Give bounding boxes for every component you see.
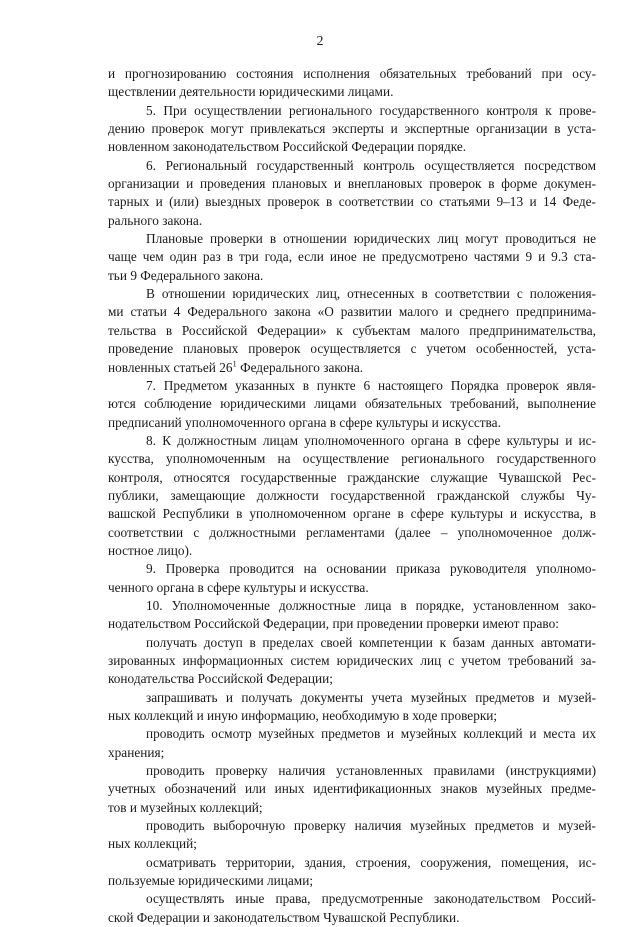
text-line — [108, 524, 596, 542]
text-line-content: новленном законодательством Российской Федерации порядке. — [108, 139, 467, 155]
text-line-content: ми статьи 4 Федерального закона «О развитии малого и среднего предпринима- — [108, 304, 596, 320]
text-line — [108, 157, 596, 175]
text-line — [108, 744, 596, 762]
text-line-content: ются соблюдение юридическими лицами обязательных требований, выполнение — [108, 396, 596, 412]
text-line-continuation: Федерального закона. — [236, 359, 364, 375]
text-line — [108, 377, 596, 395]
text-line-content: 5. При осуществлении регионального государственного контроля к прове- — [146, 102, 596, 118]
text-line — [108, 817, 596, 835]
text-line-content: соответствии с должностными регламентами (далее – уполномоченное долж- — [108, 524, 596, 540]
text-line — [108, 615, 596, 633]
text-line — [108, 780, 596, 798]
text-line — [108, 707, 596, 725]
text-line-content: публики, замещающие должности государственной гражданской службы Чу- — [108, 487, 596, 503]
text-line — [108, 762, 596, 780]
text-line-content: конодательства Российской Федерации; — [108, 671, 333, 687]
text-line-content: осуществлять иные права, предусмотренные законодательством Россий- — [146, 891, 596, 907]
text-line — [108, 890, 596, 908]
text-line-content: зированных информационных систем юридических лиц с учетом требований за- — [108, 653, 596, 668]
text-line-content: новленных статьей 26 — [108, 359, 233, 375]
text-line — [108, 505, 596, 523]
text-line-content: дению проверок могут привлекаться эксперты и экспертные организации в уста- — [108, 121, 596, 137]
text-line-content: получать доступ в пределах своей компетенции к базам данных автомати- — [146, 634, 596, 650]
text-line — [108, 634, 596, 652]
text-line-content: ных коллекций; — [108, 836, 197, 852]
text-line-content: 9. Проверка проводится на основании приказа руководителя уполномо- — [146, 561, 596, 577]
superscript: 1 — [232, 358, 237, 369]
page-number: 2 — [316, 34, 324, 49]
text-line-content: тьи 9 Федерального закона. — [108, 267, 264, 283]
text-line-content: пользуемые юридическими лицами; — [108, 873, 314, 889]
text-line — [108, 670, 596, 688]
text-line — [108, 854, 596, 872]
text-line-content: хранения; — [108, 744, 165, 760]
text-line — [108, 303, 596, 321]
text-line-content: проведение плановых проверок осуществляется с учетом особенностей, уста- — [108, 341, 596, 357]
text-line-content: тарных и (или) выездных проверок в соответствии со статьями 9–13 и 14 Феде- — [108, 194, 596, 210]
text-line — [108, 395, 596, 413]
text-line-content: нодательством Российской Федерации, при проведении проверки имеют право: — [108, 616, 559, 632]
text-line — [108, 872, 596, 890]
text-line — [108, 450, 596, 468]
text-line-content: и прогнозированию состояния исполнения обязательных требований при осу- — [108, 66, 596, 81]
text-line — [108, 689, 596, 707]
text-line-content: осматривать территории, здания, строения, сооружения, помещения, ис- — [146, 854, 596, 870]
text-line — [108, 340, 596, 358]
text-line-content: чаще чем один раз в три года, если иное не предусмотрено частями 9 и 9.3 ста- — [108, 249, 596, 265]
text-line-content: запрашивать и получать документы учета музейных предметов и музей- — [146, 689, 596, 705]
text-line-content: 10. Уполномоченные должностные лица в порядке, установленном зако- — [146, 597, 596, 613]
text-line-content: вашской Республики в уполномоченном органе в сфере культуры и искусства, в — [108, 506, 596, 522]
text-line-content: предписаний уполномоченного органа в сфере культуры и искусства. — [108, 414, 501, 430]
text-line — [108, 835, 596, 853]
document-body — [108, 65, 596, 927]
text-line-content: учетных обозначений или иных идентификационных знаков музейных предме- — [108, 781, 596, 797]
text-line — [108, 542, 596, 560]
text-line — [108, 909, 596, 927]
text-line — [108, 487, 596, 505]
text-line-content: проводить выборочную проверку наличия музейных предметов и музей- — [146, 818, 596, 834]
text-line — [108, 432, 596, 450]
text-line — [108, 267, 596, 285]
text-line — [108, 193, 596, 211]
text-line-content: ных коллекций и иную информацию, необходимую в ходе проверки; — [108, 708, 498, 724]
text-line — [108, 65, 596, 83]
text-line — [108, 469, 596, 487]
text-line-content: ченного органа в сфере культуры и искусства. — [108, 579, 369, 595]
text-line — [108, 83, 596, 101]
text-line-content: 7. Предметом указанных в пункте 6 настоящего Порядка проверок явля- — [146, 377, 596, 393]
text-line-content: 6. Региональный государственный контроль осуществляется посредством — [146, 157, 596, 173]
text-line-content: кусства, уполномоченным на осуществление регионального государственного — [108, 451, 596, 467]
text-line-content: ществлении деятельности юридическими лицами. — [108, 84, 394, 100]
text-line — [108, 230, 596, 248]
text-line — [108, 120, 596, 138]
text-line-content: организации и проведения плановых и внеплановых проверок в форме докумен- — [108, 176, 596, 192]
text-line — [108, 322, 596, 340]
text-line-content: В отношении юридических лиц, отнесенных в соответствии с положения- — [146, 286, 596, 302]
text-line-content: Плановые проверки в отношении юридических лиц могут проводиться не — [146, 231, 596, 247]
text-line — [108, 138, 596, 156]
text-line-content: 8. К должностным лицам уполномоченного органа в сфере культуры и ис- — [146, 432, 596, 448]
text-line-content: проводить осмотр музейных предметов и музейных коллекций и места их — [146, 726, 596, 742]
text-line — [108, 248, 596, 266]
text-line — [108, 212, 596, 230]
text-line — [108, 414, 596, 432]
text-line — [108, 285, 596, 303]
text-line-content: проводить проверку наличия установленных правилами (инструкциями) — [146, 763, 596, 779]
text-line-content: рального закона. — [108, 212, 203, 228]
text-line — [108, 560, 596, 578]
text-line — [108, 597, 596, 615]
text-line-content: тов и музейных коллекций; — [108, 799, 263, 815]
text-line — [108, 725, 596, 743]
text-line — [108, 359, 596, 377]
text-line — [108, 799, 596, 817]
text-line-content: ской Федерации и законодательством Чувашской Республики. — [108, 909, 460, 925]
text-line — [108, 652, 596, 670]
text-line-content: контроля, относятся государственные гражданские служащие Чувашской Рес- — [108, 469, 596, 485]
text-line — [108, 579, 596, 597]
text-line-content: ностное лицо). — [108, 542, 193, 558]
text-line — [108, 175, 596, 193]
text-line — [108, 102, 596, 120]
text-line-content: тельства в Российской Федерации» к субъектам малого предпринимательства, — [108, 322, 596, 338]
